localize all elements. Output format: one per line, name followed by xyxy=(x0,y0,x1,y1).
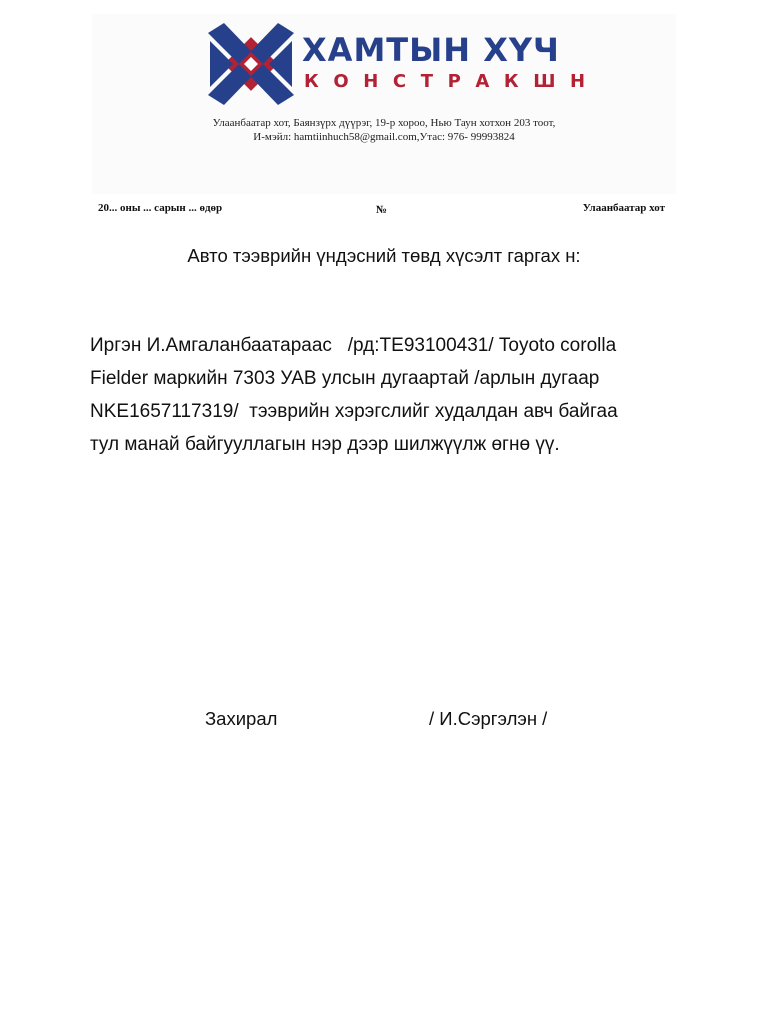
signatory-role: Захирал xyxy=(205,708,278,729)
document-title: Авто тээврийн үндэсний төвд хүсэлт гаргах н: xyxy=(187,245,581,266)
body-line: Иргэн И.Амгаланбаатараас /рд:ТЕ93100431/ Toyoto corolla xyxy=(90,335,617,356)
document-date: 20... оны ... сарын ... өдөр xyxy=(98,202,223,214)
body-line: тул манай байгууллагын нэр дээр шилжүүлж өгнө үү. xyxy=(90,434,560,455)
body-line: Fielder маркийн 7303 УАВ улсын дугаартай /арлын дугаар xyxy=(90,368,600,389)
company-subtitle: КОНСТРАКШН xyxy=(304,71,600,92)
body-line: NKE1657117319/ тээврийн хэрэгслийг худалдан авч байгаа xyxy=(90,401,618,422)
company-name: ХАМТЫН ХҮЧ xyxy=(302,31,560,69)
signatory-name: / И.Сэргэлэн / xyxy=(429,708,548,729)
document-city: Улаанбаатар хот xyxy=(582,202,665,214)
xh-logo-icon xyxy=(208,21,294,107)
company-address: Улаанбаатар хот, Баянзүрх дүүрэг, 19-р хороо, Нью Таун хотхон 203 тоот, xyxy=(212,117,556,129)
company-contact: И-мэйл: hamtiinhuch58@gmail.com,Утас: 976- 99993824 xyxy=(253,131,515,143)
document-number: № xyxy=(376,204,388,216)
